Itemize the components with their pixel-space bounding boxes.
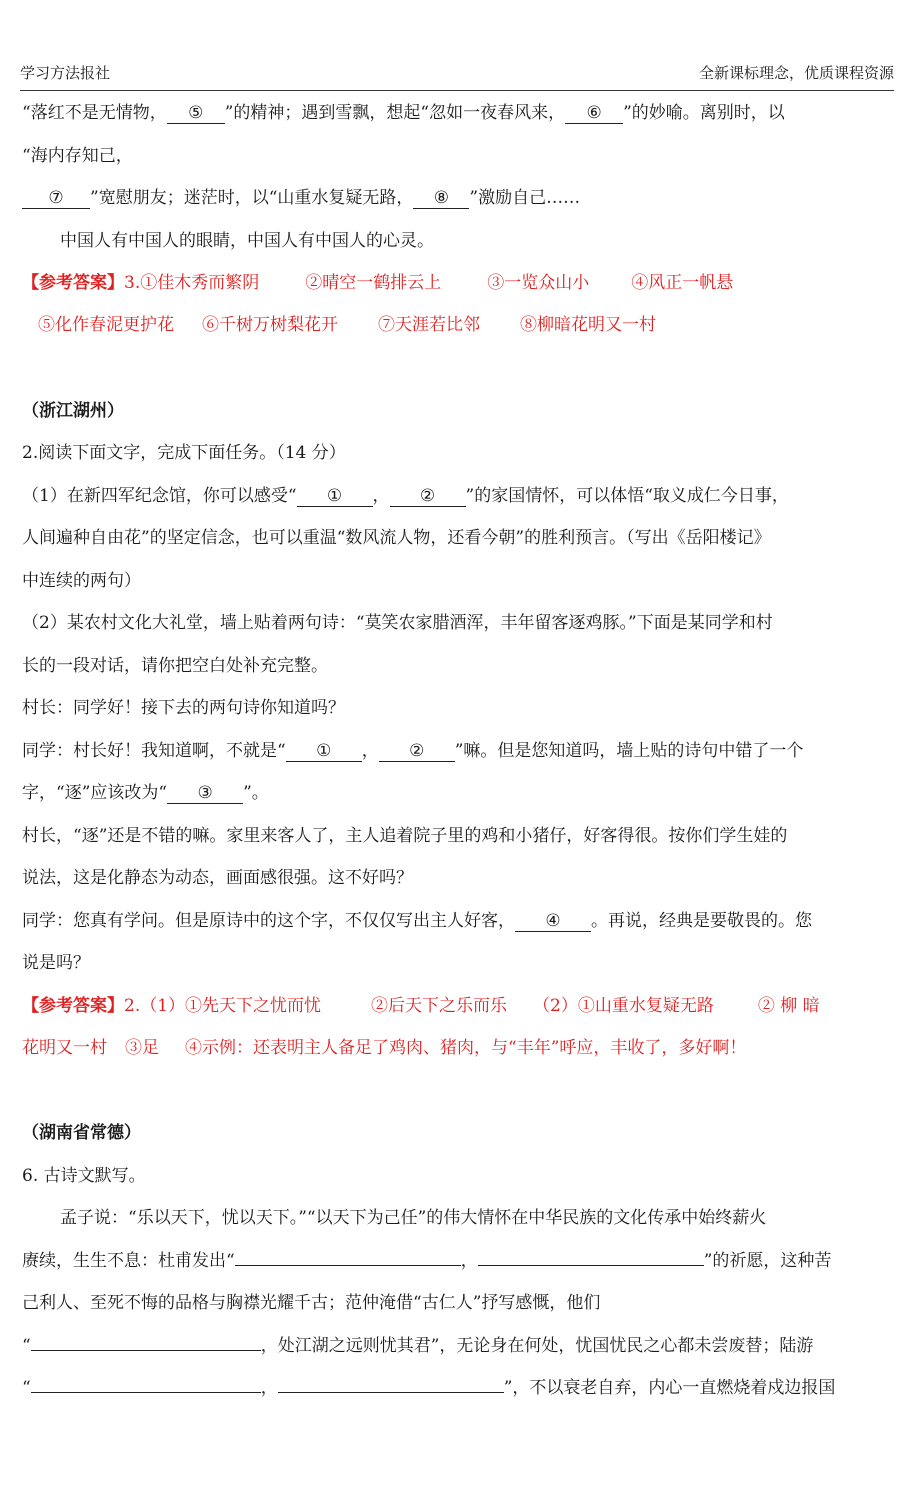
publisher-name: 学习方法报社 (20, 64, 111, 82)
q2-dialog-2b: 字，“逐”应该改为“ ③ ”。 (22, 783, 269, 803)
q2-p1-line-3: 中连续的两句） (22, 571, 141, 591)
q3-answer-line-2: ⑤化作春泥更护花 ⑥千树万树梨花开 ⑦天涯若比邻 ⑧柳暗花明又一村 (38, 315, 656, 335)
answer-tag: 【参考答案】 (22, 273, 124, 293)
q2-dialog-4a: 同学：您真有学问。但是原诗中的这个字，不仅仅写出主人好客， ④ 。再说，经典是要敬畏的。您 (22, 911, 812, 931)
page-header (20, 58, 894, 91)
region-zhejiang-huzhou: （浙江湖州） (22, 401, 124, 421)
q2-answer-line-2: 花明又一村 ③足 ④示例：还表明主人备足了鸡肉、猪肉，与“丰年”呼应，丰收了，多好啊！ (22, 1038, 747, 1058)
q6-line-4: “ ，处江湖之远则忧其君”，无论身在何处，忧国忧民之心都未尝废替；陆游 (22, 1336, 814, 1356)
q3-line-2: “海内存知己， (22, 146, 133, 166)
q6-line-1: 孟子说：“乐以天下，忧以天下。”“以天下为己任”的伟大情怀在中华民族的文化传承中始终薪火 (60, 1208, 767, 1228)
blank-5: ⑤ (167, 103, 225, 124)
q2-dialog-3b: 说法，这是化静态为动态，画面感很强。这不好吗？ (22, 868, 413, 888)
q3-line-3: ⑦ ”宽慰朋友；迷茫时，以“山重水复疑无路， ⑧ ”激励自己…… (22, 183, 894, 209)
q2-dialog-1: 村长：同学好！接下去的两句诗你知道吗？ (22, 698, 345, 718)
q3-line-1: “落红不是无情物， ⑤ ”的精神；遇到雪飘，想起“忽如一夜春风来， ⑥ ”的妙喻。离别时，以 (22, 103, 785, 123)
q2-dialog-4b: 说是吗？ (22, 953, 90, 973)
blank-8: ⑧ (413, 188, 469, 209)
q6-title: 6. 古诗文默写。 (22, 1166, 146, 1186)
q6-line-2: 赓续，生生不息：杜甫发出“ ， ”的祈愿，这种苦 (22, 1251, 832, 1271)
blank-6: ⑥ (565, 103, 623, 124)
blank-7: ⑦ (22, 188, 90, 209)
q2-title: 2.阅读下面文字，完成下面任务。（14 分） (22, 443, 346, 463)
q2-p1-line-2: 人间遍种自由花”的坚定信念，也可以重温“数风流人物，还看今朝”的胜利预言。（写出《岳阳楼记》 (22, 528, 771, 548)
q3-answer-line-1: 【参考答案】3.①佳木秀而繁阴 ②晴空一鹤排云上 ③一览众山小 ④风正一帆悬 (22, 273, 734, 293)
q2-p2-line-2: 长的一段对话，请你把空白处补充完整。 (22, 656, 328, 676)
region-hunan-changde: （湖南省常德） (22, 1123, 141, 1143)
q6-line-3: 己利人、至死不悔的品格与胸襟光耀千古；范仲淹借“古仁人”抒写感慨，他们 (22, 1293, 601, 1313)
q3-line-4: 中国人有中国人的眼睛，中国人有中国人的心灵。 (60, 231, 434, 251)
q2-dialog-2a: 同学：村长好！我知道啊，不就是“ ① ， ② ”嘛。但是您知道吗，墙上贴的诗句中错了一个 (22, 741, 804, 761)
q2-p2-line-1: （2）某农村文化大礼堂，墙上贴着两句诗：“莫笑农家腊酒浑，丰年留客逐鸡豚。”下面是某同学和村 (22, 613, 773, 633)
answer-tag: 【参考答案】 (22, 996, 124, 1016)
q2-answer-line-1: 【参考答案】2.（1）①先天下之忧而忧 ②后天下之乐而乐 （2）①山重水复疑无路 ② 柳 暗 (22, 996, 820, 1016)
q2-dialog-3a: 村长，“逐”还是不错的嘛。家里来客人了，主人追着院子里的鸡和小猪仔，好客得很。按你们学生娃的 (22, 826, 788, 846)
q6-line-5: “ ， ”，不以衰老自弃，内心一直燃烧着戍边报国 (22, 1378, 836, 1398)
header-slogan: 全新课标理念，优质课程资源 (698, 64, 894, 82)
q2-p1-line-1: （1）在新四军纪念馆，你可以感受“ ① ， ② ”的家国情怀，可以体悟“取义成仁今日事， (22, 486, 789, 506)
